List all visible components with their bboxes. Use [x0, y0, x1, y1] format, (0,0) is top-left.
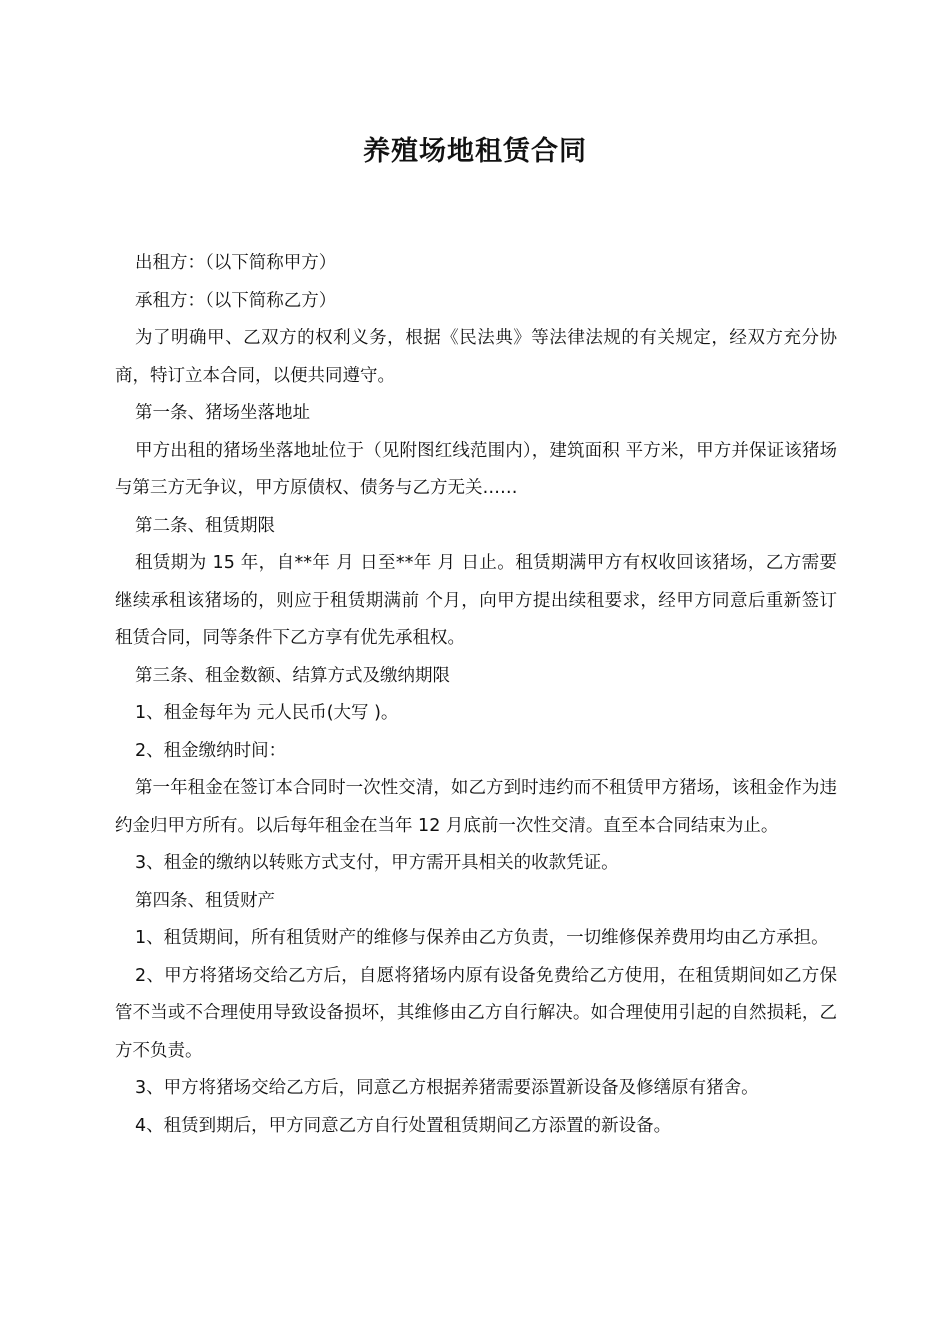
- article-1-heading: 第一条、猪场坐落地址: [135, 403, 310, 423]
- article-2-paragraph: 租赁期为 15 年，自**年 月 日至**年 月 日止。租赁期满甲方有权收回该猪场，乙方需要继续承租该猪场的，则应于租赁期满前 个月，向甲方提出续租要求，经甲方同意后重新签订租赁合同，同等条件下乙方享有优先承租权。: [115, 553, 837, 648]
- article-3-item-2-detail: 第一年租金在签订本合同时一次性交清，如乙方到时违约而不租赁甲方猪场，该租金作为违约金归甲方所有。以后每年租金在当年 12 月底前一次性交清。直至本合同结束为止。: [115, 778, 837, 836]
- lessee-line: 承租方：（以下简称乙方）: [135, 290, 337, 311]
- article-4-item-2: 2、甲方将猪场交给乙方后，自愿将猪场内原有设备免费给乙方使用，在租赁期间如乙方保管不当或不合理使用导致设备损坏，其维修由乙方自行解决。如合理使用引起的自然损耗，乙方不负责。: [115, 965, 837, 1061]
- article-4-item-4: 4、租赁到期后，甲方同意乙方自行处置租赁期间乙方添置的新设备。: [135, 1115, 672, 1136]
- lessor-line: 出租方：（以下简称甲方）: [135, 253, 337, 273]
- preamble-paragraph: 为了明确甲、乙双方的权利义务，根据《民法典》等法律法规的有关规定，经双方充分协商，特订立本合同，以便共同遵守。: [115, 328, 837, 386]
- article-3-item-3: 3、租金的缴纳以转账方式支付，甲方需开具相关的收款凭证。: [135, 853, 619, 873]
- article-4-item-1: 1、租赁期间，所有租赁财产的维修与保养由乙方负责，一切维修保养费用均由乙方承担。: [135, 928, 829, 948]
- document-body: [115, 245, 837, 1145]
- article-4-item-3: 3、甲方将猪场交给乙方后，同意乙方根据养猪需要添置新设备及修缮原有猪舍。: [135, 1078, 759, 1098]
- document-title: 养殖场地租赁合同: [363, 136, 587, 167]
- article-3-heading: 第三条、租金数额、结算方式及缴纳期限: [135, 665, 450, 686]
- article-3-item-2: 2、租金缴纳时间：: [135, 740, 287, 761]
- article-2-heading: 第二条、租赁期限: [135, 515, 275, 536]
- article-4-heading: 第四条、租赁财产: [135, 890, 275, 911]
- article-3-item-1: 1、租金每年为 元人民币(大写 )。: [135, 703, 399, 723]
- article-1-paragraph: 甲方出租的猪场坐落地址位于（见附图红线范围内），建筑面积 平方米，甲方并保证该猪场与第三方无争议，甲方原债权、债务与乙方无关……: [115, 440, 837, 498]
